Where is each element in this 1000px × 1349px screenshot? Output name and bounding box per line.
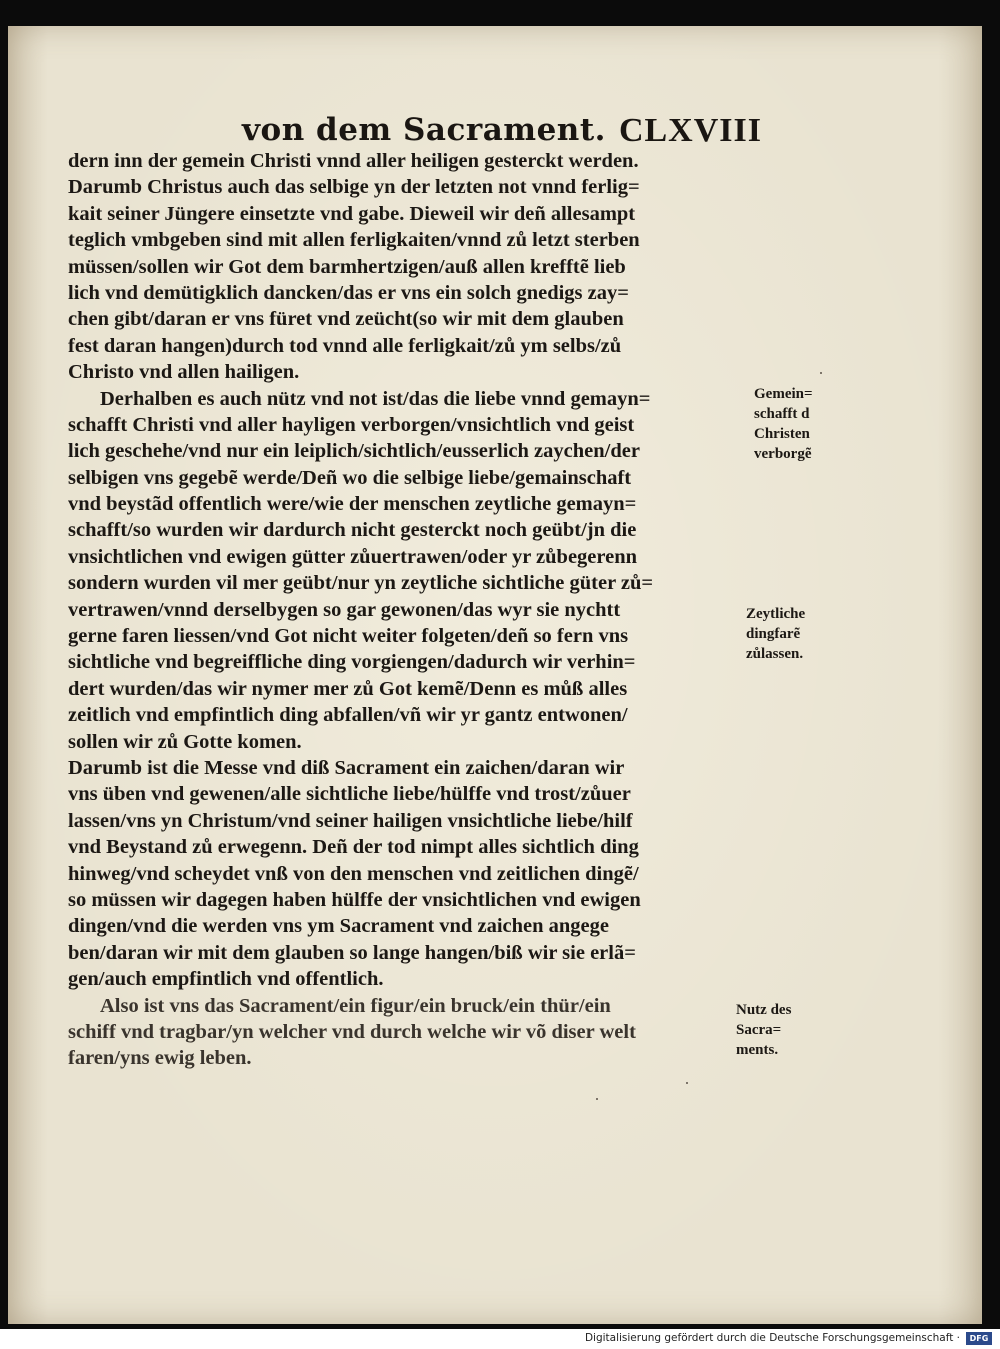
text-line: hinweg/vnd scheydet vnß von den menschen vnd zeitlichen dingẽ/: [68, 862, 639, 885]
text-line: selbigen vns gegebẽ werde/Deñ wo die selbige liebe/gemainschaft: [68, 466, 632, 489]
text-line: chen gibt/daran er vns füret vnd zeücht(so wir mit dem glauben: [68, 308, 624, 331]
paragraph-start-line: Also ist vns das Sacrament/ein figur/ein bruck/ein thür/ein: [100, 994, 611, 1017]
marginal-note-nutz: [736, 1000, 791, 1060]
dfg-logo: DFG: [966, 1332, 992, 1345]
marginal-note-line: schafft d: [754, 406, 810, 422]
text-line: faren/yns ewig leben.: [68, 1047, 252, 1070]
body-text-block: [68, 148, 768, 1072]
text-line: schafft Christi vnd aller hayligen verborgen/vnsichtlich vnd geist: [68, 413, 635, 436]
text-line: fest daran hangen)durch tod vnnd alle ferligkait/zů ym selbs/zů: [68, 334, 622, 357]
marginal-note-gemeinschaft: [754, 384, 813, 464]
text-line: Christo vnd allen hailigen.: [68, 361, 300, 384]
text-line: vnd Beystand zů erwegenn. Deñ der tod nimpt alles sichtlich ding: [68, 836, 639, 859]
text-line: dern inn der gemein Christi vnnd aller heiligen gesterckt werden.: [68, 150, 639, 172]
running-head-title: von dem Sacrament.: [242, 112, 606, 148]
ink-speck: [820, 372, 822, 374]
text-line: gen/auch empfintlich vnd offentlich.: [68, 968, 384, 991]
marginal-note-line: Christen: [754, 426, 810, 442]
ink-speck: [596, 1098, 598, 1100]
text-line: lich vnd demütigklich dancken/das er vns ein solch gnedigs zay=: [68, 281, 629, 304]
folio-number: CLXVIII: [618, 112, 762, 149]
marginal-note-line: ments.: [736, 1042, 779, 1058]
marginal-note-line: dingfarẽ: [746, 626, 801, 642]
marginal-note-line: Nutz des: [736, 1002, 792, 1018]
text-line: zeitlich vnd empfintlich ding abfallen/vñ wir yr gantz entwonen/: [68, 704, 628, 727]
paragraph-start-line: Darumb ist die Messe vnd diß Sacrament ein zaichen/daran wir: [68, 756, 625, 779]
text-line: kait seiner Jüngere einsetzte vnd gabe. Dieweil wir deñ allesampt: [68, 202, 636, 225]
text-line: Darumb Christus auch das selbige yn der letzten not vnnd ferlig=: [68, 176, 640, 199]
marginal-note-line: verborgẽ: [754, 446, 812, 462]
marginal-note-line: Zeytliche: [746, 606, 806, 622]
text-line: dert wurden/das wir nymer mer zů Got kemẽ/Denn es můß alles: [68, 677, 628, 700]
text-line: lich geschehe/vnd nur ein leiplich/sichtlich/eusserlich zaychen/der: [68, 440, 640, 463]
text-line: teglich vmbgeben sind mit allen ferligkaiten/vnnd zů letzt sterben: [68, 229, 640, 252]
paragraph-start-line: Derhalben es auch nütz vnd not ist/das die liebe vnnd gemayn=: [100, 387, 651, 410]
text-line: sichtliche vnd begreiffliche ding vorgiengen/dadurch wir verhin=: [68, 651, 636, 674]
text-line: dingen/vnd die werden vns ym Sacrament vnd zaichen angege: [68, 915, 609, 938]
text-line: schiff vnd tragbar/yn welcher vnd durch welche wir võ diser welt: [68, 1020, 636, 1043]
text-line: sollen wir zů Gotte komen.: [68, 730, 302, 753]
text-line: vnsichtlichen vnd ewigen gütter zůuertrawen/oder yr zůbegerenn: [68, 545, 638, 568]
marginal-note-line: Sacra=: [736, 1022, 782, 1038]
marginal-note-zeytliche: [746, 604, 805, 664]
text-line: ben/daran wir mit dem glauben so lange hangen/biß wir sie erlã=: [68, 941, 636, 964]
text-line: so müssen wir dagegen haben hülffe der vnsichtlichen vnd ewigen: [68, 888, 641, 911]
text-line: vertrawen/vnnd derselbygen so gar gewonen/das wyr sie nychtt: [68, 598, 621, 621]
running-head: [242, 112, 762, 152]
text-line: vns üben vnd gewenen/alle sichtliche liebe/hülffe vnd trost/zůuer: [68, 783, 631, 806]
text-line: lassen/vns yn Christum/vnd seiner hailigen vnsichtliche liebe/hilf: [68, 809, 633, 832]
text-line: schafft/so wurden wir dardurch nicht gesterckt noch geübt/jn die: [68, 519, 637, 542]
text-line: sondern wurden vil mer geübt/nur yn zeytliche sichtliche güter zů=: [68, 572, 654, 595]
marginal-note-line: Gemein=: [754, 386, 813, 402]
funding-credit: Digitalisierung gefördert durch die Deutsche Forschungsgemeinschaft ·: [584, 1332, 960, 1344]
marginal-note-line: zůlassen.: [746, 646, 804, 662]
text-line: gerne faren liessen/vnd Got nicht weiter folgeten/deñ so fern vns: [68, 625, 629, 648]
digitization-footer: [0, 1329, 1000, 1349]
text-line: vnd beystãd offentlich were/wie der menschen zeytliche gemayn=: [68, 493, 637, 516]
ink-speck: [686, 1082, 688, 1084]
text-line: müssen/sollen wir Got dem barmhertzigen/auß allen krefftẽ lieb: [68, 255, 626, 278]
